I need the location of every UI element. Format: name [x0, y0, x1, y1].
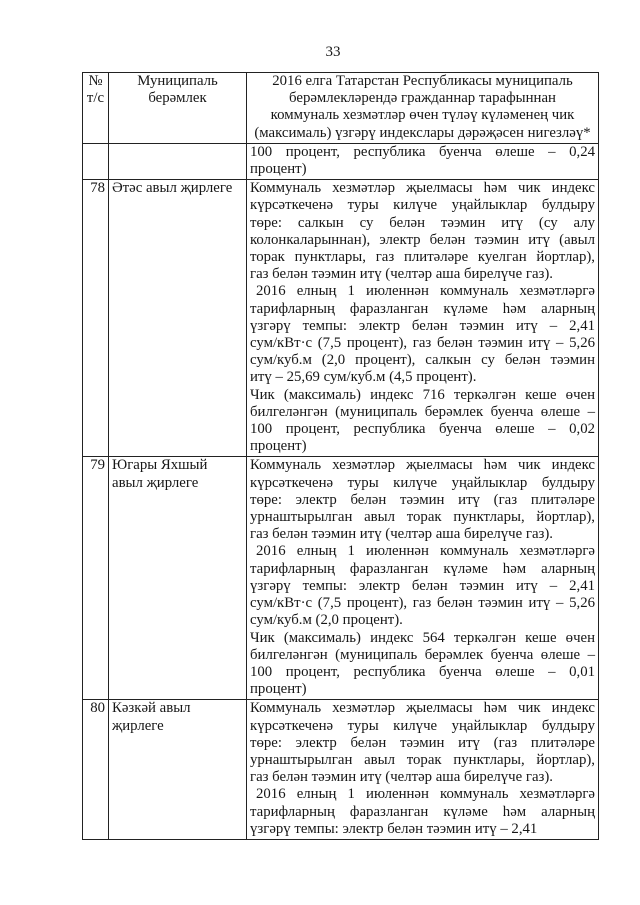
description-line: сум/кВт·с (7,5 процент), газ белән тәэмин итү – 5,26 [250, 595, 595, 612]
description-line: 2016 елның 1 июленнән коммуналь хезмәтләргә [256, 543, 595, 560]
description-line: сум/кВт·с (7,5 процент), газ белән тәэмин итү – 5,26 [250, 335, 595, 352]
description-line: төре: салкын су белән тәэмин итү (су алу [250, 214, 595, 231]
description-line: билгеләнгән (муниципаль берәмлек буенча өлеше – [250, 646, 595, 663]
header-description [247, 73, 599, 144]
description-line: газ белән тәэмин итү (челтәр аша бирелүче газ). [250, 769, 553, 786]
table-row [83, 143, 599, 179]
description-line: 2016 елның 1 июленнән коммуналь хезмәтләргә [256, 283, 595, 300]
table-row [83, 457, 599, 700]
description-paragraph [250, 283, 595, 386]
header-number-line: № [88, 73, 103, 89]
header-number [83, 73, 109, 144]
description-line: 2016 елның 1 июленнән коммуналь хезмәтләргә [256, 786, 595, 803]
row-number: 78 [90, 180, 105, 197]
header-municipality-line: берәмлек [148, 90, 207, 107]
row-number-cell [83, 700, 109, 840]
municipality-name-line: Югары Яхшый [112, 457, 208, 474]
description-line: тарифларның фаразланган күләме һәм аларның [250, 300, 595, 317]
description-cell [247, 143, 599, 179]
municipality-cell [109, 143, 247, 179]
municipal-index-table [82, 72, 599, 840]
table-header [83, 73, 599, 144]
page-number: 33 [325, 44, 341, 60]
header-number-line: т/с [86, 90, 105, 107]
description-line: сум/куб.м (2,0 процент). [250, 612, 403, 629]
description-cell [247, 180, 599, 457]
header-description-line: берәмлекләрендә гражданнар тарафыннан [289, 90, 556, 107]
description-paragraph [250, 543, 595, 629]
header-description-line: коммуналь хезмәтләр өчен түләү күләменең чик [270, 107, 575, 124]
description-line: Коммуналь хезмәтләр җыелмасы һәм чик индекс [250, 180, 595, 197]
description-paragraph [250, 387, 595, 456]
municipality-name-line: авыл җирлеге [112, 474, 199, 491]
description-line: торак пунктлары, газ плитәләре куелган йортлар), [250, 249, 595, 266]
description-line: үзгәрү темпы: электр белән тәэмин итү – 2,41 [250, 820, 538, 837]
row-number-cell [83, 180, 109, 457]
description-line: урнаштырылган авыл торак пунктлары, йортлар), [250, 509, 595, 526]
description-line: Коммуналь хезмәтләр җыелмасы һәм чик индекс [250, 457, 595, 474]
description-line: Чик (максималь) индекс 564 теркәлгән кеше өчен [250, 629, 595, 646]
description-line: газ белән тәэмин итү (челтәр аша бирелүче газ). [250, 266, 553, 283]
row-number-cell [83, 457, 109, 700]
description-line: колонкаларыннан), электр белән тәэмин итү (авыл [250, 231, 595, 248]
description-line: процент) [250, 161, 307, 178]
description-line: сум/куб.м (2,0 процент), салкын су белән тәэмин [250, 352, 595, 369]
description-line: урнаштырылган авыл торак пунктлары, йортлар), [250, 751, 595, 768]
description-line: процент) [250, 438, 307, 455]
description-line: күрсәткеченә туры килүче уңайлыклар булдыру [250, 197, 595, 214]
description-paragraph [250, 630, 595, 699]
description-line: үзгәрү темпы: электр белән тәэмин итү – 2,41 [250, 317, 595, 334]
description-line: Коммуналь хезмәтләр җыелмасы һәм чик индекс [250, 700, 595, 717]
header-municipality [109, 73, 247, 144]
description-line: төре: электр белән тәэмин итү (газ плитәләре [250, 734, 595, 751]
municipality-cell [109, 180, 247, 457]
municipality-cell [109, 700, 247, 840]
description-paragraph [250, 457, 595, 543]
row-number: 79 [90, 457, 105, 474]
description-line: процент) [250, 681, 307, 698]
header-municipality-line: Муниципаль [137, 73, 218, 89]
row-number-cell [83, 143, 109, 179]
description-paragraph [250, 144, 595, 178]
municipality-cell [109, 457, 247, 700]
description-line: итү – 25,69 сум/куб.м (4,5 процент). [250, 369, 477, 386]
header-description-line: (максималь) үзгәрү индекслары дәрәҗәсен нигезләү* [254, 124, 591, 141]
description-line: үзгәрү темпы: электр белән тәэмин итү – 2,41 [250, 577, 595, 594]
description-line: күрсәткеченә туры килүче уңайлыклар булдыру [250, 474, 595, 491]
description-line: билгеләнгән (муниципаль берәмлек буенча өлеше – [250, 403, 595, 420]
description-line: Чик (максималь) индекс 716 теркәлгән кеше өчен [250, 386, 595, 403]
table-body [83, 143, 599, 839]
municipality-name-line: җирлеге [112, 717, 164, 734]
description-paragraph [250, 700, 595, 786]
description-line: 100 процент, республика буенча өлеше – 0,01 [250, 663, 595, 680]
description-cell [247, 457, 599, 700]
description-cell [247, 700, 599, 840]
table-header-row [83, 73, 599, 144]
municipality-name-line: Кәзкәй авыл [112, 700, 191, 717]
description-line: 100 процент, республика буенча өлеше – 0,24 [250, 143, 595, 160]
description-line: тарифларның фаразланган күләме һәм аларның [250, 560, 595, 577]
description-paragraph [250, 786, 595, 838]
description-line: тарифларның фаразланган күләме һәм аларның [250, 803, 595, 820]
description-line: 100 процент, республика буенча өлеше – 0,02 [250, 421, 595, 438]
description-paragraph [250, 180, 595, 283]
header-description-line: 2016 елга Татарстан Республикасы муниципаль [272, 73, 573, 89]
table-row [83, 700, 599, 840]
description-line: күрсәткеченә туры килүче уңайлыклар булдыру [250, 717, 595, 734]
description-line: төре: электр белән тәэмин итү (газ плитәләре [250, 491, 595, 508]
description-line: газ белән тәэмин итү (челтәр аша бирелүче газ). [250, 526, 553, 543]
table-row [83, 180, 599, 457]
row-number: 80 [90, 700, 105, 717]
municipality-name-line: Әтәс авыл җирлеге [112, 180, 233, 197]
